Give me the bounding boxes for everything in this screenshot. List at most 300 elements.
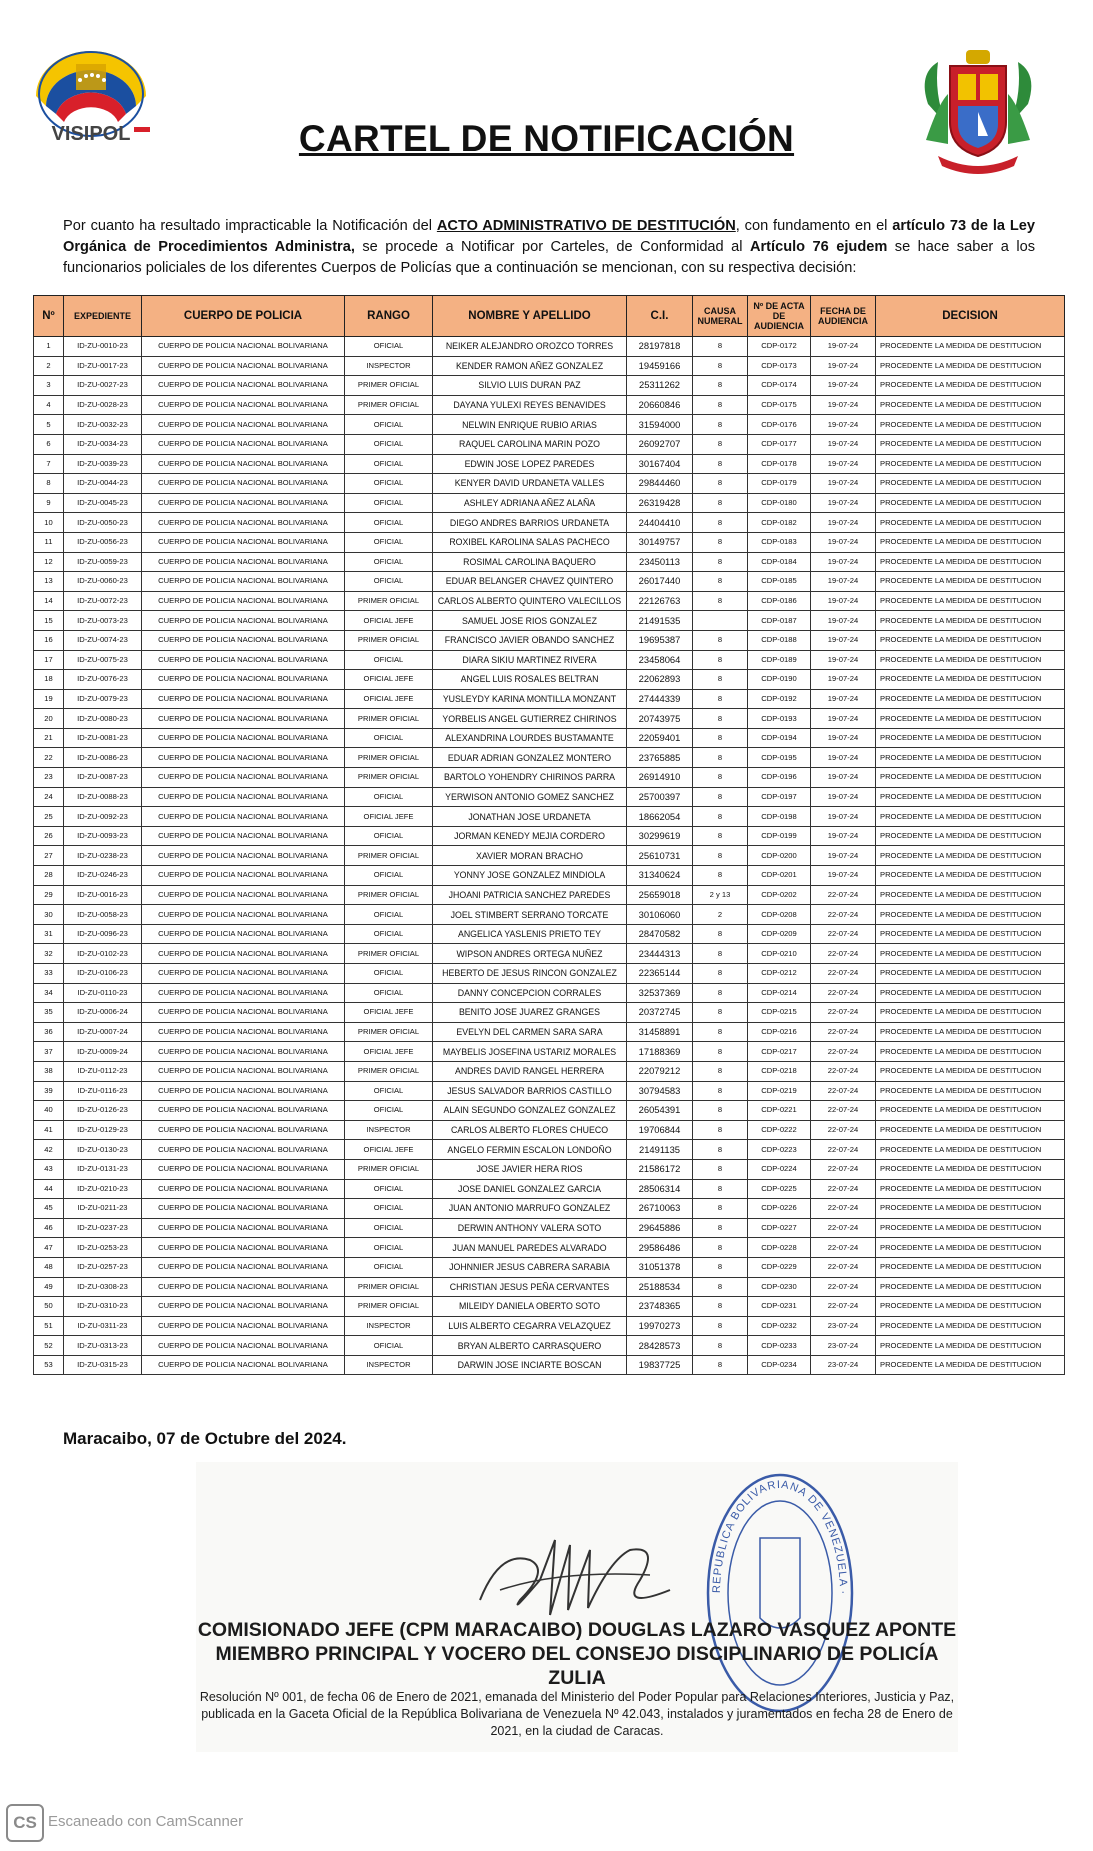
cell-rango: OFICIAL [345,983,433,1003]
cell-nombre: CARLOS ALBERTO FLORES CHUECO [433,1120,627,1140]
cell-exp: ID-ZU-0016-23 [64,885,142,905]
cell-n: 5 [34,415,64,435]
svg-text:REPUBLICA BOLIVARIANA DE VENEZ: REPUBLICA BOLIVARIANA DE VENEZUELA · [710,1478,850,1596]
cell-causa: 8 [693,630,748,650]
cell-acta: CDP-0217 [748,1042,811,1062]
cell-exp: ID-ZU-0073-23 [64,611,142,631]
cell-nombre: JONATHAN JOSE URDANETA [433,807,627,827]
table-row [34,356,1065,376]
cell-dec: PROCEDENTE LA MEDIDA DE DESTITUCION [876,572,1065,592]
cell-causa: 8 [693,1257,748,1277]
cell-rango: PRIMER OFICIAL [345,1297,433,1317]
cell-acta: CDP-0175 [748,395,811,415]
col-acta: Nº DE ACTA DE AUDIENCIA [748,296,811,337]
cell-nombre: ROXIBEL KAROLINA SALAS PACHECO [433,532,627,552]
cell-nombre: JOHNNIER JESUS CABRERA SARABIA [433,1257,627,1277]
cell-n: 18 [34,670,64,690]
cell-causa: 8 [693,826,748,846]
cell-cuerpo: CUERPO DE POLICIA NACIONAL BOLIVARIANA [142,434,345,454]
cell-fecha: 19-07-24 [811,591,876,611]
table-row [34,1199,1065,1219]
cell-rango: PRIMER OFICIAL [345,630,433,650]
cell-acta: CDP-0226 [748,1199,811,1219]
cell-cuerpo: CUERPO DE POLICIA NACIONAL BOLIVARIANA [142,983,345,1003]
cell-fecha: 22-07-24 [811,1159,876,1179]
cell-n: 2 [34,356,64,376]
cell-cuerpo: CUERPO DE POLICIA NACIONAL BOLIVARIANA [142,768,345,788]
cell-exp: ID-ZU-0086-23 [64,748,142,768]
cell-rango: OFICIAL JEFE [345,689,433,709]
cell-exp: ID-ZU-0027-23 [64,376,142,396]
table-row [34,1159,1065,1179]
cell-nombre: WIPSON ANDRES ORTEGA NUÑEZ [433,944,627,964]
table-row [34,1003,1065,1023]
intro-bold-law: artículo 73 de la Ley Orgánica de Procedimientos Administra, [63,218,1035,255]
cell-dec: PROCEDENTE LA MEDIDA DE DESTITUCION [876,376,1065,396]
table-header-row [34,296,1065,337]
cell-dec: PROCEDENTE LA MEDIDA DE DESTITUCION [876,689,1065,709]
cell-acta: CDP-0172 [748,337,811,357]
cell-exp: ID-ZU-0087-23 [64,768,142,788]
cell-dec: PROCEDENTE LA MEDIDA DE DESTITUCION [876,434,1065,454]
table-row [34,768,1065,788]
cell-n: 16 [34,630,64,650]
cell-fecha: 19-07-24 [811,709,876,729]
cell-acta: CDP-0231 [748,1297,811,1317]
cell-cuerpo: CUERPO DE POLICIA NACIONAL BOLIVARIANA [142,1159,345,1179]
cell-causa: 8 [693,1081,748,1101]
cell-cuerpo: CUERPO DE POLICIA NACIONAL BOLIVARIANA [142,670,345,690]
cell-dec: PROCEDENTE LA MEDIDA DE DESTITUCION [876,356,1065,376]
cell-rango: PRIMER OFICIAL [345,591,433,611]
cell-rango: OFICIAL [345,1101,433,1121]
table-row [34,395,1065,415]
cell-acta: CDP-0210 [748,944,811,964]
intro-text-4: se hace saber a los funcionarios policiales de los diferentes Cuerpos de Policías que a continuación se mencionan, con su respectiva decisión: [63,239,1035,276]
cell-n: 23 [34,768,64,788]
cell-causa: 8 [693,689,748,709]
cell-acta: CDP-0192 [748,689,811,709]
table-row [34,630,1065,650]
cell-acta: CDP-0173 [748,356,811,376]
cell-dec: PROCEDENTE LA MEDIDA DE DESTITUCION [876,728,1065,748]
cell-ci: 30299619 [627,826,693,846]
cell-acta: CDP-0229 [748,1257,811,1277]
cell-dec: PROCEDENTE LA MEDIDA DE DESTITUCION [876,885,1065,905]
cell-dec: PROCEDENTE LA MEDIDA DE DESTITUCION [876,532,1065,552]
cell-acta: CDP-0187 [748,611,811,631]
cell-rango: OFICIAL [345,905,433,925]
cell-acta: CDP-0174 [748,376,811,396]
cell-dec: PROCEDENTE LA MEDIDA DE DESTITUCION [876,748,1065,768]
cell-rango: OFICIAL [345,552,433,572]
cell-exp: ID-ZU-0017-23 [64,356,142,376]
table-row [34,787,1065,807]
cell-fecha: 19-07-24 [811,689,876,709]
cell-dec: PROCEDENTE LA MEDIDA DE DESTITUCION [876,1179,1065,1199]
cell-fecha: 19-07-24 [811,356,876,376]
intro-text-3: se procede a Notificar por Carteles, de Conformidad al [354,239,750,255]
cell-rango: OFICIAL [345,1336,433,1356]
cell-exp: ID-ZU-0081-23 [64,728,142,748]
cell-n: 28 [34,866,64,886]
cell-fecha: 19-07-24 [811,474,876,494]
cell-n: 47 [34,1238,64,1258]
cell-nombre: JOSE DANIEL GONZALEZ GARCIA [433,1179,627,1199]
cell-nombre: BENITO JOSE JUAREZ GRANGES [433,1003,627,1023]
table-row [34,1257,1065,1277]
cell-nombre: HEBERTO DE JESUS RINCON GONZALEZ [433,964,627,984]
cell-cuerpo: CUERPO DE POLICIA NACIONAL BOLIVARIANA [142,1179,345,1199]
page-title: CARTEL DE NOTIFICACIÓN [298,118,795,159]
cell-exp: ID-ZU-0237-23 [64,1218,142,1238]
cell-causa: 8 [693,1199,748,1219]
cell-ci: 25311262 [627,376,693,396]
cell-nombre: JORMAN KENEDY MEJIA CORDERO [433,826,627,846]
cell-fecha: 19-07-24 [811,493,876,513]
cell-causa: 8 [693,748,748,768]
cell-rango: OFICIAL [345,826,433,846]
cell-cuerpo: CUERPO DE POLICIA NACIONAL BOLIVARIANA [142,924,345,944]
cell-dec: PROCEDENTE LA MEDIDA DE DESTITUCION [876,866,1065,886]
col-nombre: NOMBRE Y APELLIDO [433,296,627,337]
cell-n: 34 [34,983,64,1003]
cell-ci: 28470582 [627,924,693,944]
table-row [34,924,1065,944]
cell-fecha: 22-07-24 [811,905,876,925]
cell-n: 44 [34,1179,64,1199]
cell-acta: CDP-0216 [748,1022,811,1042]
cell-dec: PROCEDENTE LA MEDIDA DE DESTITUCION [876,650,1065,670]
cell-exp: ID-ZU-0088-23 [64,787,142,807]
cell-dec: PROCEDENTE LA MEDIDA DE DESTITUCION [876,1257,1065,1277]
cell-n: 25 [34,807,64,827]
table-row [34,964,1065,984]
cell-exp: ID-ZU-0096-23 [64,924,142,944]
cell-rango: OFICIAL [345,337,433,357]
cell-acta: CDP-0195 [748,748,811,768]
cell-acta: CDP-0209 [748,924,811,944]
cell-nombre: RAQUEL CAROLINA MARIN POZO [433,434,627,454]
table-row [34,885,1065,905]
cell-fecha: 19-07-24 [811,670,876,690]
cell-n: 24 [34,787,64,807]
cell-dec: PROCEDENTE LA MEDIDA DE DESTITUCION [876,611,1065,631]
camscanner-watermark: Escaneado con CamScanner [48,1813,244,1830]
cell-rango: INSPECTOR [345,1316,433,1336]
cell-ci: 21586172 [627,1159,693,1179]
cell-acta: CDP-0232 [748,1316,811,1336]
cell-rango: OFICIAL JEFE [345,807,433,827]
cell-ci: 23450113 [627,552,693,572]
cell-exp: ID-ZU-0034-23 [64,434,142,454]
cell-causa: 8 [693,552,748,572]
cell-exp: ID-ZU-0028-23 [64,395,142,415]
cell-dec: PROCEDENTE LA MEDIDA DE DESTITUCION [876,787,1065,807]
cell-nombre: ASHLEY ADRIANA AÑEZ ALAÑA [433,493,627,513]
cell-cuerpo: CUERPO DE POLICIA NACIONAL BOLIVARIANA [142,1101,345,1121]
cell-fecha: 22-07-24 [811,1277,876,1297]
cell-cuerpo: CUERPO DE POLICIA NACIONAL BOLIVARIANA [142,964,345,984]
cell-acta: CDP-0190 [748,670,811,690]
table-row [34,532,1065,552]
cell-cuerpo: CUERPO DE POLICIA NACIONAL BOLIVARIANA [142,1336,345,1356]
cell-ci: 28428573 [627,1336,693,1356]
cell-fecha: 22-07-24 [811,1081,876,1101]
cell-causa: 8 [693,337,748,357]
table-row [34,434,1065,454]
cell-acta: CDP-0199 [748,826,811,846]
cell-causa: 8 [693,1022,748,1042]
cell-nombre: JHOANI PATRICIA SANCHEZ PAREDES [433,885,627,905]
cell-fecha: 22-07-24 [811,1101,876,1121]
cell-acta: CDP-0224 [748,1159,811,1179]
cell-exp: ID-ZU-0093-23 [64,826,142,846]
cell-ci: 26710063 [627,1199,693,1219]
cell-nombre: CHRISTIAN JESUS PEÑA CERVANTES [433,1277,627,1297]
cell-causa: 8 [693,924,748,944]
cell-n: 52 [34,1336,64,1356]
cell-exp: ID-ZU-0074-23 [64,630,142,650]
cell-ci: 30794583 [627,1081,693,1101]
cell-n: 22 [34,748,64,768]
cell-ci: 20743975 [627,709,693,729]
cell-ci: 31340624 [627,866,693,886]
cell-fecha: 19-07-24 [811,611,876,631]
cell-causa: 8 [693,493,748,513]
cell-nombre: BRYAN ALBERTO CARRASQUERO [433,1336,627,1356]
cell-dec: PROCEDENTE LA MEDIDA DE DESTITUCION [876,1003,1065,1023]
cell-causa: 8 [693,454,748,474]
cell-fecha: 19-07-24 [811,768,876,788]
cell-exp: ID-ZU-0257-23 [64,1257,142,1277]
cell-rango: PRIMER OFICIAL [345,1022,433,1042]
cell-fecha: 22-07-24 [811,924,876,944]
cell-exp: ID-ZU-0007-24 [64,1022,142,1042]
cell-ci: 21491535 [627,611,693,631]
cell-causa: 8 [693,983,748,1003]
cell-dec: PROCEDENTE LA MEDIDA DE DESTITUCION [876,1316,1065,1336]
cell-ci: 31594000 [627,415,693,435]
cell-nombre: EDUAR BELANGER CHAVEZ QUINTERO [433,572,627,592]
cell-rango: OFICIAL [345,728,433,748]
cell-nombre: CARLOS ALBERTO QUINTERO VALECILLOS [433,591,627,611]
cell-causa: 8 [693,513,748,533]
cell-exp: ID-ZU-0092-23 [64,807,142,827]
cell-exp: ID-ZU-0238-23 [64,846,142,866]
cell-nombre: JOSE JAVIER HERA RIOS [433,1159,627,1179]
cell-nombre: DANNY CONCEPCION CORRALES [433,983,627,1003]
cell-nombre: JUAN MANUEL PAREDES ALVARADO [433,1238,627,1258]
cell-ci: 23748365 [627,1297,693,1317]
cell-dec: PROCEDENTE LA MEDIDA DE DESTITUCION [876,474,1065,494]
cell-fecha: 19-07-24 [811,513,876,533]
table-row [34,1179,1065,1199]
cell-n: 14 [34,591,64,611]
cell-ci: 30106060 [627,905,693,925]
cell-rango: PRIMER OFICIAL [345,709,433,729]
cell-exp: ID-ZU-0058-23 [64,905,142,925]
cell-cuerpo: CUERPO DE POLICIA NACIONAL BOLIVARIANA [142,944,345,964]
cell-rango: OFICIAL [345,787,433,807]
cell-cuerpo: CUERPO DE POLICIA NACIONAL BOLIVARIANA [142,650,345,670]
cell-fecha: 19-07-24 [811,434,876,454]
cell-dec: PROCEDENTE LA MEDIDA DE DESTITUCION [876,1042,1065,1062]
cell-causa: 8 [693,1179,748,1199]
cell-causa: 8 [693,670,748,690]
svg-text:VISIPOL: VISIPOL [51,123,131,145]
cell-dec: PROCEDENTE LA MEDIDA DE DESTITUCION [876,1101,1065,1121]
cell-ci: 23444313 [627,944,693,964]
cell-nombre: YORBELIS ANGEL GUTIERREZ CHIRINOS [433,709,627,729]
cell-cuerpo: CUERPO DE POLICIA NACIONAL BOLIVARIANA [142,1355,345,1375]
cell-cuerpo: CUERPO DE POLICIA NACIONAL BOLIVARIANA [142,1042,345,1062]
cell-nombre: XAVIER MORAN BRACHO [433,846,627,866]
cell-causa: 2 y 13 [693,885,748,905]
cell-nombre: DARWIN JOSE INCIARTE BOSCAN [433,1355,627,1375]
cell-fecha: 19-07-24 [811,846,876,866]
cell-n: 35 [34,1003,64,1023]
cell-nombre: ROSIMAL CAROLINA BAQUERO [433,552,627,572]
cell-exp: ID-ZU-0009-24 [64,1042,142,1062]
cell-acta: CDP-0222 [748,1120,811,1140]
cell-dec: PROCEDENTE LA MEDIDA DE DESTITUCION [876,1022,1065,1042]
table-row [34,650,1065,670]
cell-causa: 8 [693,1120,748,1140]
cell-fecha: 19-07-24 [811,650,876,670]
intro-paragraph [63,216,1035,279]
cell-causa: 8 [693,376,748,396]
cell-rango: OFICIAL [345,1238,433,1258]
cell-exp: ID-ZU-0045-23 [64,493,142,513]
cell-acta: CDP-0194 [748,728,811,748]
table-row [34,1081,1065,1101]
cell-causa: 2 [693,905,748,925]
cell-fecha: 19-07-24 [811,454,876,474]
cell-acta: CDP-0185 [748,572,811,592]
cell-n: 19 [34,689,64,709]
table-row [34,1336,1065,1356]
cell-exp: ID-ZU-0039-23 [64,454,142,474]
cell-nombre: YONNY JOSE GONZALEZ MINDIOLA [433,866,627,886]
table-row [34,552,1065,572]
cell-ci: 23458064 [627,650,693,670]
cell-n: 10 [34,513,64,533]
cell-ci: 29844460 [627,474,693,494]
table-row [34,1101,1065,1121]
col-cuerpo: CUERPO DE POLICIA [142,296,345,337]
table-row [34,454,1065,474]
cell-acta: CDP-0179 [748,474,811,494]
table-row [34,728,1065,748]
cell-nombre: YERWISON ANTONIO GOMEZ SANCHEZ [433,787,627,807]
cell-rango: OFICIAL [345,415,433,435]
cell-cuerpo: CUERPO DE POLICIA NACIONAL BOLIVARIANA [142,866,345,886]
intro-text-2: , con fundamento en el [735,218,893,234]
cell-causa: 8 [693,1101,748,1121]
col-causa: CAUSA NUMERAL [693,296,748,337]
cell-causa: 8 [693,572,748,592]
cell-cuerpo: CUERPO DE POLICIA NACIONAL BOLIVARIANA [142,1081,345,1101]
cell-fecha: 19-07-24 [811,826,876,846]
cell-cuerpo: CUERPO DE POLICIA NACIONAL BOLIVARIANA [142,513,345,533]
cell-n: 32 [34,944,64,964]
cell-fecha: 22-07-24 [811,1120,876,1140]
cell-cuerpo: CUERPO DE POLICIA NACIONAL BOLIVARIANA [142,709,345,729]
cell-cuerpo: CUERPO DE POLICIA NACIONAL BOLIVARIANA [142,1316,345,1336]
cell-ci: 19837725 [627,1355,693,1375]
cell-cuerpo: CUERPO DE POLICIA NACIONAL BOLIVARIANA [142,415,345,435]
cell-dec: PROCEDENTE LA MEDIDA DE DESTITUCION [876,768,1065,788]
cell-exp: ID-ZU-0129-23 [64,1120,142,1140]
table-row [34,944,1065,964]
cell-exp: ID-ZU-0246-23 [64,866,142,886]
cell-causa: 8 [693,1297,748,1317]
cell-dec: PROCEDENTE LA MEDIDA DE DESTITUCION [876,709,1065,729]
cell-cuerpo: CUERPO DE POLICIA NACIONAL BOLIVARIANA [142,474,345,494]
signatory-state: ZULIA [548,1667,606,1689]
camscanner-logo-icon: CS [6,1804,44,1842]
cell-cuerpo: CUERPO DE POLICIA NACIONAL BOLIVARIANA [142,454,345,474]
cell-exp: ID-ZU-0310-23 [64,1297,142,1317]
cell-acta: CDP-0176 [748,415,811,435]
cell-rango: OFICIAL [345,1199,433,1219]
cell-rango: PRIMER OFICIAL [345,1061,433,1081]
cell-acta: CDP-0218 [748,1061,811,1081]
cell-cuerpo: CUERPO DE POLICIA NACIONAL BOLIVARIANA [142,787,345,807]
cell-ci: 23765885 [627,748,693,768]
cell-ci: 18662054 [627,807,693,827]
cell-cuerpo: CUERPO DE POLICIA NACIONAL BOLIVARIANA [142,885,345,905]
cell-nombre: JUAN ANTONIO MARRUFO GONZALEZ [433,1199,627,1219]
cell-ci: 19970273 [627,1316,693,1336]
cell-fecha: 22-07-24 [811,1003,876,1023]
cell-nombre: EDWIN JOSE LOPEZ PAREDES [433,454,627,474]
cell-rango: OFICIAL [345,1257,433,1277]
cell-dec: PROCEDENTE LA MEDIDA DE DESTITUCION [876,1218,1065,1238]
cell-exp: ID-ZU-0050-23 [64,513,142,533]
cell-fecha: 23-07-24 [811,1355,876,1375]
cell-n: 48 [34,1257,64,1277]
cell-exp: ID-ZU-0102-23 [64,944,142,964]
cell-causa: 8 [693,591,748,611]
cell-ci: 30167404 [627,454,693,474]
cell-cuerpo: CUERPO DE POLICIA NACIONAL BOLIVARIANA [142,826,345,846]
cell-fecha: 22-07-24 [811,1061,876,1081]
cell-nombre: LUIS ALBERTO CEGARRA VELAZQUEZ [433,1316,627,1336]
notification-table [33,295,1065,1375]
cell-ci: 22126763 [627,591,693,611]
cell-acta: CDP-0221 [748,1101,811,1121]
cell-fecha: 22-07-24 [811,1199,876,1219]
cell-rango: INSPECTOR [345,1120,433,1140]
table-body [34,337,1065,1375]
cell-ci: 25188534 [627,1277,693,1297]
handwritten-signature-icon [470,1520,700,1630]
cell-dec: PROCEDENTE LA MEDIDA DE DESTITUCION [876,337,1065,357]
cell-cuerpo: CUERPO DE POLICIA NACIONAL BOLIVARIANA [142,1061,345,1081]
cell-ci: 22062893 [627,670,693,690]
cell-acta: CDP-0214 [748,983,811,1003]
cell-n: 51 [34,1316,64,1336]
cell-n: 40 [34,1101,64,1121]
cell-dec: PROCEDENTE LA MEDIDA DE DESTITUCION [876,1120,1065,1140]
cell-exp: ID-ZU-0131-23 [64,1159,142,1179]
cell-cuerpo: CUERPO DE POLICIA NACIONAL BOLIVARIANA [142,356,345,376]
cell-cuerpo: CUERPO DE POLICIA NACIONAL BOLIVARIANA [142,572,345,592]
cell-ci: 27444339 [627,689,693,709]
cell-acta: CDP-0183 [748,532,811,552]
